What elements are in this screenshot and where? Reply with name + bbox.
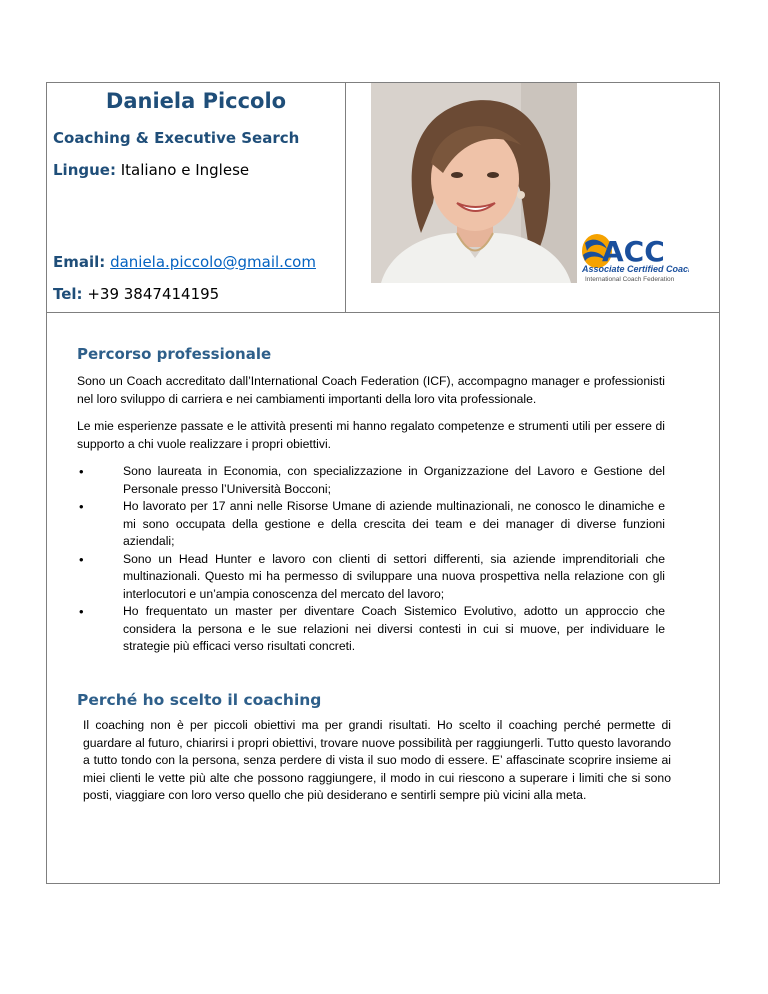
profile-photo — [371, 83, 577, 283]
phone-label: Tel: — [53, 285, 83, 303]
email-label: Email: — [53, 253, 106, 271]
acc-badge — [577, 229, 689, 283]
bullet-icon: • — [79, 604, 84, 619]
career-bullet-text: Sono laureata in Economia, con specializzazione in Organizzazione del Lavoro e Gestione del Personale presso l’Università Bocconi; — [123, 464, 665, 496]
career-bullet-1 — [77, 463, 665, 498]
acc-acronym: ACC — [602, 235, 665, 268]
languages-value: Italiano e Inglese — [120, 161, 250, 179]
header-column-divider — [345, 83, 346, 312]
acc-org: International Coach Federation — [585, 276, 675, 283]
career-bullet-2 — [77, 498, 665, 551]
languages-line — [53, 161, 249, 179]
header-divider — [47, 312, 719, 313]
profile-role: Coaching & Executive Search — [53, 129, 300, 147]
phone-value: +39 3847414195 — [87, 285, 220, 303]
phone-line — [53, 285, 219, 303]
why-coaching-paragraph: Il coaching non è per piccoli obiettivi ma per grandi risultati. Ho scelto il coaching perché permette di guardare al futuro, chiarirsi i propri obiettivi, trovare nuove possibilità per raggiungerli. Tutto questo lavorando a tutto tondo con la persona, senza perdere di vista il suo modo di essere. E’ affascinate scoprire insieme ai miei clienti le vette più alte che possono raggiungere, il modo in cui riescono a superare i limiti che si sono posti, viaggiare con loro verso quello che più desiderano e sentirli sempre più vicini alla meta. — [83, 718, 671, 802]
career-bullet-4 — [77, 603, 665, 656]
profile-name: Daniela Piccolo — [105, 89, 287, 113]
career-bullet-text: Ho frequentato un master per diventare Coach Sistemico Evolutivo, adotto un approccio che considera la persona e le sue relazioni nei diversi contesti in cui si muove, per individuare le strategie più efficaci verso risultati concreti. — [123, 604, 665, 653]
acc-logo-icon — [577, 229, 689, 283]
acc-title: Associate Certified Coach — [582, 264, 689, 274]
portrait-illustration — [371, 83, 577, 283]
bullet-icon: • — [79, 499, 84, 514]
bullet-icon: • — [79, 464, 84, 479]
section-title-career: Percorso professionale — [77, 345, 272, 363]
languages-label: Lingue: — [53, 161, 116, 179]
career-bullet-3 — [77, 551, 665, 604]
career-bullet-text: Ho lavorato per 17 anni nelle Risorse Umane di aziende multinazionali, ne conosco le dinamiche e mi sono occupata della gestione e della crescita dei team e dei manager di diverse funzioni aziendali; — [123, 499, 665, 548]
bullet-icon: • — [79, 551, 84, 567]
career-paragraph-1: Sono un Coach accreditato dall’International Coach Federation (ICF), accompagno manager e professionisti nel loro sviluppo di carriera e nei cambiamenti importanti della loro vita professionale. — [77, 374, 665, 406]
career-bullet-text: Sono un Head Hunter e lavoro con clienti di settori differenti, sia aziende imprenditoriali che multinazionali. Questo mi ha permesso di sviluppare una nuova prospettiva nella relazione con gli interlocutori e un’ampia conoscenza del mercato del lavoro; — [123, 551, 665, 601]
career-paragraph-2: Le mie esperienze passate e le attività presenti mi hanno regalato competenze e strumenti utili per essere di supporto a chi vuole realizzare i propri obiettivi. — [77, 419, 665, 451]
career-bullet-list — [77, 463, 665, 656]
email-line — [53, 253, 316, 271]
section-title-why-coaching: Perché ho scelto il coaching — [77, 691, 322, 709]
profile-frame — [46, 82, 720, 884]
email-link[interactable]: daniela.piccolo@gmail.com — [110, 253, 316, 271]
